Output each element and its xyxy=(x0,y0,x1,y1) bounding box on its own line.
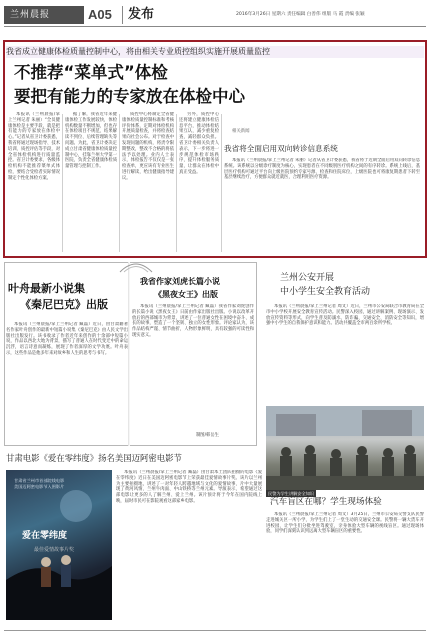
main-story-column-3 xyxy=(122,112,174,254)
film-story-body xyxy=(116,470,262,620)
masthead-rule xyxy=(4,26,426,27)
side-story-paragraph: 本报讯（兰州晨报/掌上兰州记者 朱丽）记者从省卫计委获悉，我省将于近期全面启用双向转诊信息系统。该系统以分级诊疗制度为核心，实现患者在不同级别医疗机构之间的有序转诊。系统上线后，基层医疗机构可通过平台向上级医院预约专家号源、检查和住院床位，上级医院也可将康复期患者下转至基层继续治疗，方便群众就近就医，合理利用医疗资源。 xyxy=(224,158,420,181)
book-right-body xyxy=(132,304,254,414)
book-ornament-icon xyxy=(118,256,154,274)
blind-spot-story-title: 汽车盲区在哪？学生现场体验 xyxy=(270,497,382,507)
newspaper-brand: 兰州晨报 xyxy=(4,6,84,24)
main-story-headline-line2: 要把有能力的专家放在体检中心 xyxy=(14,87,245,106)
masthead-divider xyxy=(122,6,123,24)
main-story-column-1 xyxy=(8,112,60,254)
poster-title: 爱在零纬度 xyxy=(22,531,68,541)
book-fold-shadow xyxy=(128,262,130,446)
main-story-paragraph: 质控中心将制定全省健康体检质量控制标准和考核评价体系，定期对体检机构开展质量检查，并将检查结果向社会公布。对于检查中发现问题的机构，将责令限期整改，整改不合格的将依法予以处理。业内人士表示，体检报告不仅仅是一张检查单，更应该有专业医生进行解读，给出健康指导建议。 xyxy=(122,112,174,181)
side-story-title: 我省将全面启用双向转诊信息系统 xyxy=(224,144,338,153)
column-divider xyxy=(176,114,177,252)
book-right-title-line1: 我省作家刘虎长篇小说 xyxy=(140,277,220,286)
film-story-title: 甘肃电影《爱在零纬度》扬名美国迈阿密电影节 xyxy=(6,453,182,463)
safety-story-paragraph: 本报讯（兰州晨报/掌上兰州记者 周文）近日，兰州市公安局联合市教育局在全市中小学校开展安全教育宣传活动。民警深入校园，通过讲解案例、现场演示、发放宣传资料等形式，向学生普及防溺水、防诈骗、交通安全、消防安全等知识，增强中小学生的自我保护意识和能力。活动共覆盖全市两百余所学校。 xyxy=(266,304,424,327)
safety-story-title-line2: 中小学生安全教育活动 xyxy=(280,287,371,297)
book-right-paragraph: 本报讯（兰州晨报/掌上兰州记者 臧磊）我省作家刘虎创作的长篇小说《黑夜女王》日前由作家出版社出版。小说以改革开放后的西部城市为背景，讲述了一位普通女性在困境中奋斗、成长的故事，塑造了一个坚韧、独立的女性形象。评论家认为，该作品结构严谨、情节曲折，人物形象鲜明，具有较强的可读性和现实意义。 xyxy=(132,304,254,338)
book-left-body xyxy=(6,322,128,442)
page-number: A05 xyxy=(88,7,112,22)
photo-caption: 民警为学生讲解安全知识 xyxy=(268,491,315,496)
poster-figure-icon xyxy=(6,470,112,620)
book-right-title-line2: 《黑夜女王》出版 xyxy=(154,290,218,299)
poster-tagline-2: 美国迈阿密电影节入围影片 xyxy=(14,484,65,489)
film-poster xyxy=(6,470,112,620)
book-left-paragraph: 本报讯（兰州晨报/掌上兰州记者 臧磊）近日，由甘肃籍著名作家叶舟创作的最新中短篇小说集《秦尼巴克》由人民文学出版社出版发行。该书收录了作者近年来创作的十余部中短篇小说，作品以西北大地为背景，描写了普通人在时代变迁中的命运沉浮，语言诗意而凝练，展现了作者深厚的文学功底。叶舟表示，这些作品是他多年来对故乡和人生的思考与书写。 xyxy=(6,322,128,356)
main-story-subhead: 我省成立健康体检质量控制中心，将由相关专业质控组织实施开展质量监控 xyxy=(6,46,424,58)
related-news-tag: 相关新闻 xyxy=(232,129,250,134)
blind-spot-story-body xyxy=(266,512,424,620)
main-story-column-4 xyxy=(179,112,219,254)
main-story-paragraph: 本报讯（兰州晨报/掌上兰州记者 朱丽）“全员健康体检是主要手段，就是把有能力的专家放在体检中心。”记者从省卫计委获悉，我省将通过现场指导、技术培训、质控评估等手段，对全省体检机构进行质量监控。省卫计委要求，各级体检机构不能推荐菜单式体检，要结合受检者实际情况制定个性化体检方案。 xyxy=(8,112,60,181)
safety-story-title-line1: 兰州公安开展 xyxy=(280,273,335,283)
safety-story-body xyxy=(266,304,424,402)
column-divider xyxy=(62,114,63,252)
film-story-paragraph: 本报讯（兰州晨报/掌上兰州记者 臧磊）由甘肃本土团队拍摄的电影《爱在零纬度》近日在美国迈阿密电影节上荣获最佳爱情故事片奖。该片以兰州为主要拍摄地，讲述了一对年轻人跨越地域与文化的爱情故事，片中大量展现了黄河风情、兰州牛肉面、中山铁桥等兰州元素。导演表示，希望通过这部电影让更多的人了解兰州、爱上兰州。该片预计将于今年在国内院线上映，届时市民可在影院观看这部家乡电影。 xyxy=(116,470,262,504)
section-title: 发布 xyxy=(128,7,155,22)
poster-tagline-1: 甘肃省兰州市首部院线电影 xyxy=(14,478,65,483)
dateline: 2016年3月26日 星期六 责任编辑 白善伟 组版 马 霞 责编 张颖 xyxy=(236,12,365,17)
column-divider xyxy=(119,114,120,252)
main-story-column-2 xyxy=(65,112,117,254)
column-divider xyxy=(221,114,222,252)
book-left-title-line2: 《秦尼巴克》出版 xyxy=(20,298,108,311)
page-bottom-rule xyxy=(4,630,426,631)
main-story-paragraph: 另外，质控中心还将建立健康体检信息平台，推动体检结果互认，减少重复检查，减轻群众负担。省卫计委相关负责人表示，下一步将进一步规范体检市场秩序，提升体检服务质量，让群众在体检中真正受益。 xyxy=(179,112,219,175)
side-story-body xyxy=(224,158,420,254)
main-story-paragraph: 据了解，我省近年来健康体检工作发展较快，体检机构数量不断增加，但也存在体检项目不规范、结果解读不到位、后续管理缺失等问题。为此，省卫计委决定成立甘肃省健康体检质量控制中心，挂靠兰州大学第一医院，负责全省健康体检质量管理与控制工作。 xyxy=(65,112,117,170)
crowd-silhouette-icon xyxy=(266,406,424,490)
poster-award: 最佳爱情故事片奖 xyxy=(34,547,75,553)
book-left-title-line1: 叶舟最新小说集 xyxy=(8,282,85,295)
safety-news-photo xyxy=(266,406,424,490)
blind-spot-paragraph: 本报讯（兰州晨报/掌上兰州记者 周文）3月25日，兰州市公安局交警支队民警走进城关区一所小学，为学生们上了一堂生动的交通安全课。民警将一辆大货车开进校园，让学生们分批坐进驾驶室，亲身体验大型车辆的视线盲区。通过现场体验，同学们深刻认识到远离大型车辆盲区的重要性。 xyxy=(266,512,424,535)
illustration-credit: 制图/韩岳生 xyxy=(196,433,219,438)
masthead xyxy=(0,0,430,38)
main-story-headline-line1: 不推荐“菜单式”体检 xyxy=(14,63,168,82)
